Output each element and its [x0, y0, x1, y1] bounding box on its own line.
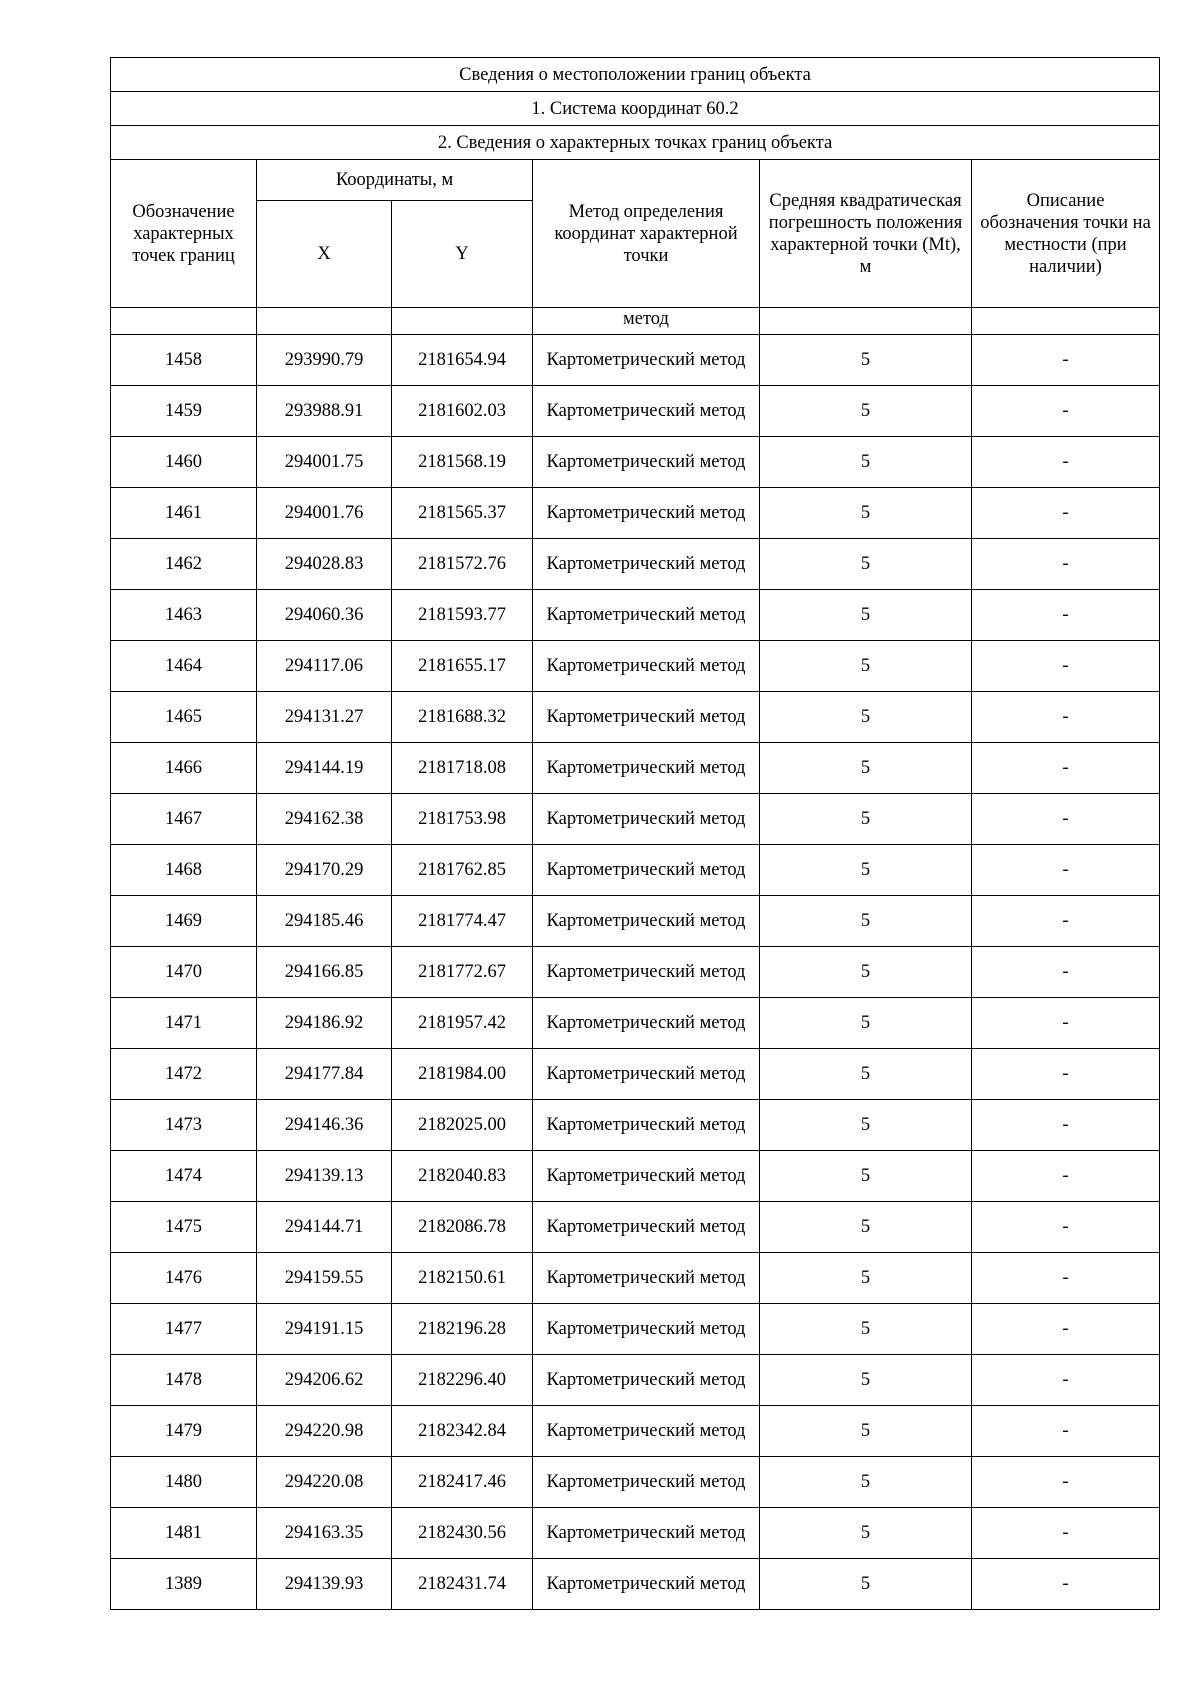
- desc-cell: -: [972, 1151, 1160, 1202]
- y-cell: 2181753.98: [392, 794, 533, 845]
- continuation-cell: [972, 308, 1160, 335]
- desc-cell: -: [972, 539, 1160, 590]
- x-cell: 294163.35: [257, 1508, 392, 1559]
- y-cell: 2182025.00: [392, 1100, 533, 1151]
- table-row: [111, 1559, 1160, 1610]
- table-row: [111, 743, 1160, 794]
- error-cell: 5: [760, 845, 972, 896]
- desc-cell: -: [972, 386, 1160, 437]
- x-cell: 294001.76: [257, 488, 392, 539]
- error-cell: 5: [760, 437, 972, 488]
- point-cell: 1476: [111, 1253, 257, 1304]
- x-cell: 293990.79: [257, 335, 392, 386]
- y-cell: 2182086.78: [392, 1202, 533, 1253]
- y-cell: 2181602.03: [392, 386, 533, 437]
- table-row: [111, 1304, 1160, 1355]
- desc-cell: -: [972, 641, 1160, 692]
- error-cell: 5: [760, 1406, 972, 1457]
- desc-cell: -: [972, 1406, 1160, 1457]
- continuation-cell: [760, 308, 972, 335]
- table-row: [111, 1049, 1160, 1100]
- method-cell: Картометрический метод: [533, 998, 760, 1049]
- table-row: [111, 335, 1160, 386]
- error-cell: 5: [760, 1355, 972, 1406]
- header-point: Обозначение характерных точек границ: [111, 160, 257, 308]
- point-cell: 1467: [111, 794, 257, 845]
- error-cell: 5: [760, 896, 972, 947]
- method-cell: Картометрический метод: [533, 335, 760, 386]
- x-cell: 294166.85: [257, 947, 392, 998]
- point-cell: 1389: [111, 1559, 257, 1610]
- error-cell: 5: [760, 539, 972, 590]
- method-cell: Картометрический метод: [533, 437, 760, 488]
- method-cell: Картометрический метод: [533, 1304, 760, 1355]
- x-cell: 294177.84: [257, 1049, 392, 1100]
- desc-cell: -: [972, 896, 1160, 947]
- error-cell: 5: [760, 1151, 972, 1202]
- error-cell: 5: [760, 743, 972, 794]
- x-cell: 293988.91: [257, 386, 392, 437]
- x-cell: 294028.83: [257, 539, 392, 590]
- table-row: [111, 998, 1160, 1049]
- table-row: [111, 488, 1160, 539]
- table-row: [111, 1202, 1160, 1253]
- table-row: [111, 1100, 1160, 1151]
- y-cell: 2182150.61: [392, 1253, 533, 1304]
- x-cell: 294206.62: [257, 1355, 392, 1406]
- desc-cell: -: [972, 998, 1160, 1049]
- point-cell: 1477: [111, 1304, 257, 1355]
- point-cell: 1461: [111, 488, 257, 539]
- y-cell: 2182296.40: [392, 1355, 533, 1406]
- error-cell: 5: [760, 1100, 972, 1151]
- error-cell: 5: [760, 1559, 972, 1610]
- desc-cell: -: [972, 794, 1160, 845]
- point-cell: 1459: [111, 386, 257, 437]
- y-cell: 2181762.85: [392, 845, 533, 896]
- table-row: [111, 947, 1160, 998]
- point-cell: 1470: [111, 947, 257, 998]
- point-cell: 1469: [111, 896, 257, 947]
- system-row: [111, 92, 1160, 126]
- error-cell: 5: [760, 998, 972, 1049]
- method-cell: Картометрический метод: [533, 1253, 760, 1304]
- header-coords: Координаты, м: [257, 160, 533, 201]
- error-cell: 5: [760, 386, 972, 437]
- title-row: [111, 58, 1160, 92]
- x-cell: 294185.46: [257, 896, 392, 947]
- method-cell: Картометрический метод: [533, 947, 760, 998]
- point-cell: 1462: [111, 539, 257, 590]
- point-cell: 1466: [111, 743, 257, 794]
- desc-cell: -: [972, 488, 1160, 539]
- method-cell: Картометрический метод: [533, 1457, 760, 1508]
- header-error: Средняя квадратическая погрешность положения характерной точки (Mt), м: [760, 160, 972, 308]
- x-cell: 294060.36: [257, 590, 392, 641]
- method-cell: Картометрический метод: [533, 1049, 760, 1100]
- point-cell: 1480: [111, 1457, 257, 1508]
- error-cell: 5: [760, 335, 972, 386]
- point-cell: 1464: [111, 641, 257, 692]
- point-cell: 1481: [111, 1508, 257, 1559]
- desc-cell: -: [972, 947, 1160, 998]
- point-cell: 1460: [111, 437, 257, 488]
- table-row: [111, 437, 1160, 488]
- y-cell: 2181593.77: [392, 590, 533, 641]
- desc-cell: -: [972, 590, 1160, 641]
- y-cell: 2182196.28: [392, 1304, 533, 1355]
- point-cell: 1478: [111, 1355, 257, 1406]
- desc-cell: -: [972, 437, 1160, 488]
- x-cell: 294186.92: [257, 998, 392, 1049]
- table-row: [111, 386, 1160, 437]
- error-cell: 5: [760, 1508, 972, 1559]
- x-cell: 294170.29: [257, 845, 392, 896]
- continuation-cell: [111, 308, 257, 335]
- point-cell: 1463: [111, 590, 257, 641]
- table-row: [111, 692, 1160, 743]
- error-cell: 5: [760, 1049, 972, 1100]
- y-cell: 2181774.47: [392, 896, 533, 947]
- document-title: Сведения о местоположении границ объекта: [111, 58, 1160, 92]
- section-row: [111, 126, 1160, 160]
- y-cell: 2181688.32: [392, 692, 533, 743]
- y-cell: 2181572.76: [392, 539, 533, 590]
- header-row: [111, 160, 1160, 201]
- header-method: Метод определения координат характерной точки: [533, 160, 760, 308]
- table-row: [111, 1508, 1160, 1559]
- y-cell: 2181718.08: [392, 743, 533, 794]
- table-row: [111, 1253, 1160, 1304]
- coordinate-system: 1. Система координат 60.2: [111, 92, 1160, 126]
- y-cell: 2181957.42: [392, 998, 533, 1049]
- point-cell: 1471: [111, 998, 257, 1049]
- desc-cell: -: [972, 1202, 1160, 1253]
- y-cell: 2181654.94: [392, 335, 533, 386]
- desc-cell: -: [972, 1508, 1160, 1559]
- desc-cell: -: [972, 1355, 1160, 1406]
- point-cell: 1474: [111, 1151, 257, 1202]
- table-row: [111, 641, 1160, 692]
- y-cell: 2181655.17: [392, 641, 533, 692]
- error-cell: 5: [760, 692, 972, 743]
- table-row: [111, 590, 1160, 641]
- method-cell: Картометрический метод: [533, 386, 760, 437]
- point-cell: 1458: [111, 335, 257, 386]
- desc-cell: -: [972, 1559, 1160, 1610]
- method-cell: Картометрический метод: [533, 1100, 760, 1151]
- error-cell: 5: [760, 1253, 972, 1304]
- error-cell: 5: [760, 488, 972, 539]
- table-row: [111, 896, 1160, 947]
- x-cell: 294220.98: [257, 1406, 392, 1457]
- y-cell: 2182040.83: [392, 1151, 533, 1202]
- table-row: [111, 539, 1160, 590]
- point-cell: 1473: [111, 1100, 257, 1151]
- method-cell: Картометрический метод: [533, 488, 760, 539]
- method-cell: Картометрический метод: [533, 845, 760, 896]
- x-cell: 294117.06: [257, 641, 392, 692]
- x-cell: 294131.27: [257, 692, 392, 743]
- desc-cell: -: [972, 1304, 1160, 1355]
- method-cell: Картометрический метод: [533, 896, 760, 947]
- table-row: [111, 1355, 1160, 1406]
- error-cell: 5: [760, 1304, 972, 1355]
- header-x: X: [257, 201, 392, 308]
- x-cell: 294144.19: [257, 743, 392, 794]
- point-cell: 1475: [111, 1202, 257, 1253]
- method-cell: Картометрический метод: [533, 1355, 760, 1406]
- desc-cell: -: [972, 743, 1160, 794]
- desc-cell: -: [972, 335, 1160, 386]
- method-cell: Картометрический метод: [533, 539, 760, 590]
- error-cell: 5: [760, 590, 972, 641]
- desc-cell: -: [972, 1100, 1160, 1151]
- continuation-cell: [257, 308, 392, 335]
- desc-cell: -: [972, 1457, 1160, 1508]
- error-cell: 5: [760, 1202, 972, 1253]
- error-cell: 5: [760, 947, 972, 998]
- x-cell: 294220.08: [257, 1457, 392, 1508]
- error-cell: 5: [760, 1457, 972, 1508]
- x-cell: 294001.75: [257, 437, 392, 488]
- continuation-cell: [392, 308, 533, 335]
- table-row: [111, 1406, 1160, 1457]
- table-row: [111, 845, 1160, 896]
- y-cell: 2181565.37: [392, 488, 533, 539]
- x-cell: 294144.71: [257, 1202, 392, 1253]
- x-cell: 294159.55: [257, 1253, 392, 1304]
- point-cell: 1468: [111, 845, 257, 896]
- y-cell: 2182417.46: [392, 1457, 533, 1508]
- header-desc: Описание обозначения точки на местности (при наличии): [972, 160, 1160, 308]
- method-cell: Картометрический метод: [533, 1406, 760, 1457]
- error-cell: 5: [760, 641, 972, 692]
- error-cell: 5: [760, 794, 972, 845]
- y-cell: 2181984.00: [392, 1049, 533, 1100]
- point-cell: 1472: [111, 1049, 257, 1100]
- y-cell: 2181772.67: [392, 947, 533, 998]
- method-cell: Картометрический метод: [533, 692, 760, 743]
- table-body: [111, 58, 1160, 1610]
- continuation-method: метод: [533, 308, 760, 335]
- method-cell: Картометрический метод: [533, 794, 760, 845]
- boundary-points-table: [110, 57, 1160, 1610]
- method-cell: Картометрический метод: [533, 1151, 760, 1202]
- x-cell: 294162.38: [257, 794, 392, 845]
- table-row: [111, 1151, 1160, 1202]
- y-cell: 2182430.56: [392, 1508, 533, 1559]
- table-row: [111, 794, 1160, 845]
- desc-cell: -: [972, 692, 1160, 743]
- desc-cell: -: [972, 1049, 1160, 1100]
- method-cell: Картометрический метод: [533, 1202, 760, 1253]
- y-cell: 2182431.74: [392, 1559, 533, 1610]
- point-cell: 1465: [111, 692, 257, 743]
- x-cell: 294146.36: [257, 1100, 392, 1151]
- x-cell: 294139.93: [257, 1559, 392, 1610]
- method-cell: Картометрический метод: [533, 641, 760, 692]
- desc-cell: -: [972, 845, 1160, 896]
- point-cell: 1479: [111, 1406, 257, 1457]
- method-cell: Картометрический метод: [533, 1559, 760, 1610]
- header-y: Y: [392, 201, 533, 308]
- x-cell: 294139.13: [257, 1151, 392, 1202]
- y-cell: 2182342.84: [392, 1406, 533, 1457]
- table-row: [111, 1457, 1160, 1508]
- method-cell: Картометрический метод: [533, 590, 760, 641]
- section-title: 2. Сведения о характерных точках границ объекта: [111, 126, 1160, 160]
- method-cell: Картометрический метод: [533, 1508, 760, 1559]
- x-cell: 294191.15: [257, 1304, 392, 1355]
- continuation-row: [111, 308, 1160, 335]
- method-cell: Картометрический метод: [533, 743, 760, 794]
- y-cell: 2181568.19: [392, 437, 533, 488]
- desc-cell: -: [972, 1253, 1160, 1304]
